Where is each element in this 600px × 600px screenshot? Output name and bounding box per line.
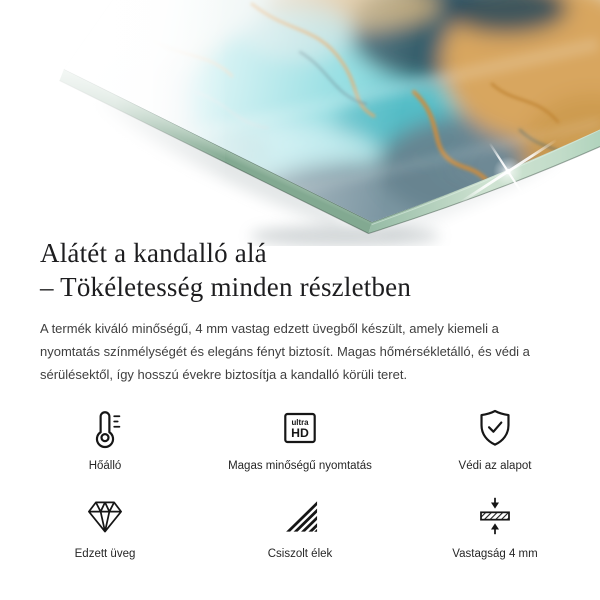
- feature-label: Edzett üveg: [74, 548, 136, 560]
- feature-tempered-glass: [40, 494, 170, 560]
- thickness-icon: [474, 494, 516, 538]
- page-title-line1: Alátét a kandalló alá: [40, 238, 267, 268]
- feature-label: Csiszolt élek: [267, 548, 333, 560]
- thermometer-icon: [84, 406, 126, 450]
- product-info: [0, 236, 600, 560]
- polished-edges-icon: [279, 494, 321, 538]
- ultra-hd-icon: [279, 406, 321, 450]
- feature-label: Hőálló: [88, 460, 122, 472]
- page-title-line2: – Tökéletesség minden részletben: [40, 272, 412, 302]
- page-title: [40, 236, 560, 304]
- glass-panel-photo: [0, 0, 600, 246]
- feature-label: Vastagság 4 mm: [452, 548, 538, 560]
- svg-text:HD: HD: [291, 426, 309, 441]
- features-grid: [40, 406, 560, 560]
- left-white-fade: [0, 0, 225, 246]
- feature-print-quality: [170, 406, 430, 472]
- product-photo: [0, 0, 600, 246]
- diamond-icon: [84, 494, 126, 538]
- svg-text:ultra: ultra: [291, 417, 309, 427]
- feature-polished-edges: [170, 494, 430, 560]
- product-description: A termék kiváló minőségű, 4 mm vastag edzett üvegből készült, amely kiemeli a nyomtatás színmélységét és elegáns fényt biztosít. Magas hőmérsékletálló, és védi a sérülésektől, így hosszú évekre biztosítja a kandalló körüli teret.: [40, 321, 530, 382]
- feature-label: Magas minőségű nyomtatás: [228, 460, 372, 472]
- feature-protects-base: [430, 406, 560, 472]
- feature-label: Védi az alapot: [458, 460, 532, 472]
- feature-heat-resistant: [40, 406, 170, 472]
- feature-thickness: [430, 494, 560, 560]
- shield-check-icon: [474, 406, 516, 450]
